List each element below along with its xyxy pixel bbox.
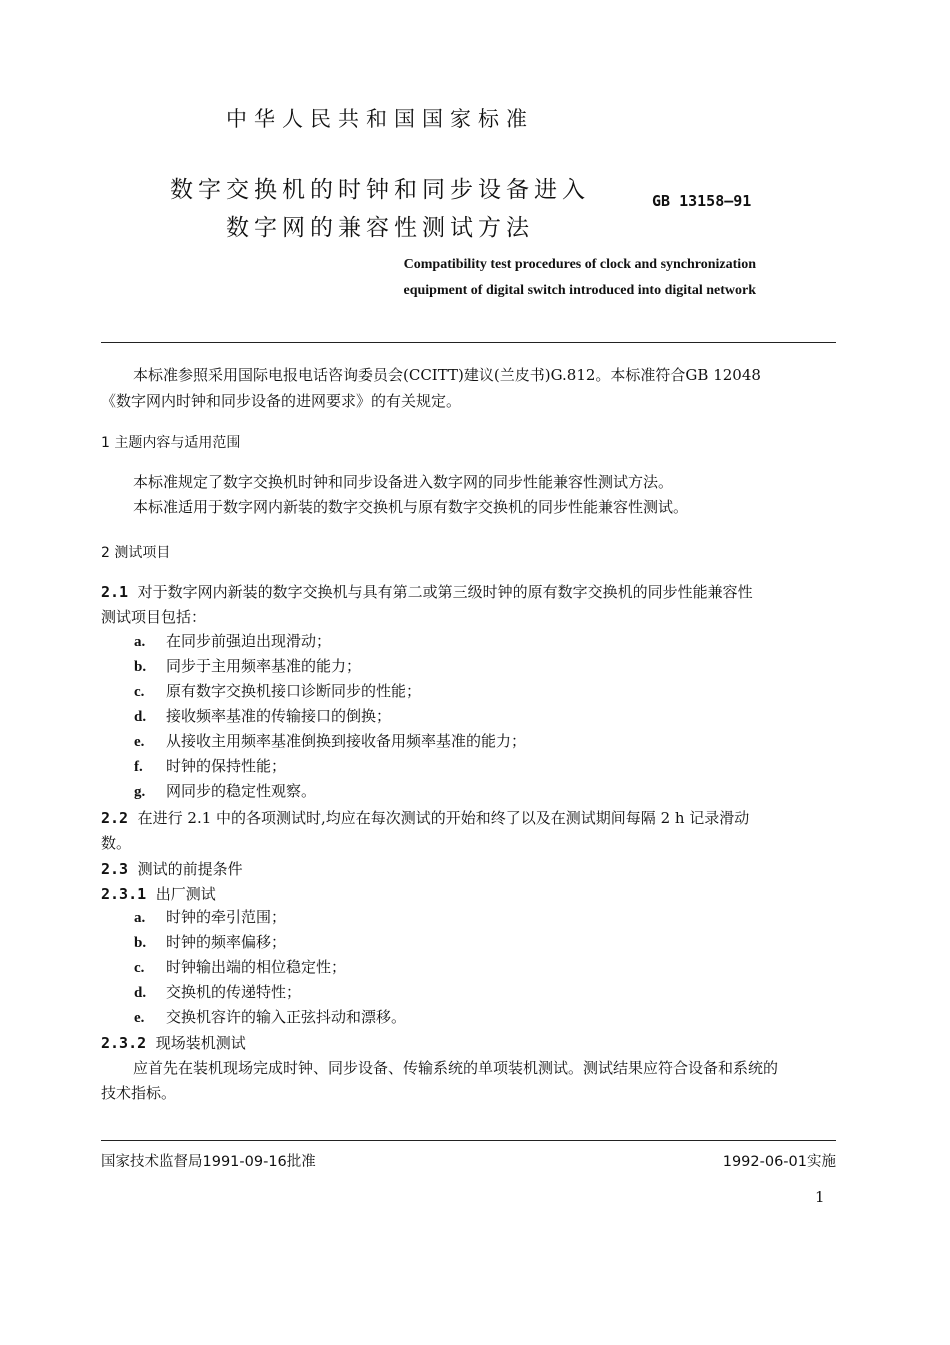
list-item	[134, 931, 286, 952]
list-item-label: f.	[134, 759, 143, 775]
page-number: 1	[815, 1188, 825, 1206]
clause-2-3-1	[101, 882, 216, 906]
list-item-label: d.	[134, 985, 147, 1001]
clause-number: 2.3.2	[101, 1034, 147, 1052]
list-item	[134, 730, 526, 751]
list-item-text: 网同步的稳定性观察。	[166, 782, 317, 800]
effective-date: 1992-06-01实施	[722, 1154, 836, 1170]
list-item-text: 原有数字交换机接口诊断同步的性能；	[166, 682, 422, 700]
list-item-text: 接收频率基准的传输接口的倒换；	[166, 707, 392, 725]
header-divider	[101, 342, 836, 343]
list-item-label: a.	[134, 634, 146, 650]
list-item-label: e.	[134, 734, 145, 750]
section-2-heading: 2 测试项目	[101, 545, 171, 561]
clause-2-3-2	[101, 1031, 246, 1055]
clause-2-3-2-line-2: 技术指标。	[101, 1084, 177, 1102]
clause-2-2-line-1	[101, 806, 749, 830]
list-item	[134, 680, 421, 701]
gb-number: GB 13158—91	[652, 192, 752, 210]
clause-number: 2.3.1	[101, 885, 147, 903]
section-1-heading: 1 主题内容与适用范围	[101, 435, 241, 451]
list-item-text: 时钟的频率偏移；	[166, 933, 287, 951]
list-item-label: b.	[134, 935, 147, 951]
list-item-text: 从接收主用频率基准倒换到接收备用频率基准的能力；	[166, 732, 527, 750]
section-1-paragraph-1: 本标准规定了数字交换机时钟和同步设备进入数字网的同步性能兼容性测试方法。	[133, 473, 674, 491]
clause-number: 2.1	[101, 583, 129, 601]
national-standard-heading: 中华人民共和国国家标准	[226, 107, 534, 131]
list-item	[134, 755, 286, 776]
list-item-text: 时钟输出端的相位稳定性；	[166, 958, 347, 976]
list-item-text: 时钟的牵引范围；	[166, 908, 287, 926]
footer-divider	[101, 1140, 836, 1141]
list-item-text: 时钟的保持性能；	[166, 757, 287, 775]
list-item-label: g.	[134, 784, 146, 800]
intro-line-2: 《数字网内时钟和同步设备的进网要求》的有关规定。	[101, 392, 462, 410]
clause-text: 出厂测试	[155, 885, 216, 903]
list-item-label: c.	[134, 960, 145, 976]
list-item	[134, 981, 301, 1002]
list-item-text: 同步于主用频率基准的能力；	[166, 657, 362, 675]
clause-2-3	[101, 857, 243, 881]
list-item	[134, 705, 391, 726]
list-item	[134, 630, 331, 651]
list-item-label: d.	[134, 709, 147, 725]
list-item-label: a.	[134, 910, 146, 926]
approval-date: 国家技术监督局1991-09-16批准	[101, 1154, 316, 1170]
list-item-label: c.	[134, 684, 145, 700]
list-item	[134, 780, 316, 801]
clause-2-3-2-line-1: 应首先在装机现场完成时钟、同步设备、传输系统的单项装机测试。测试结果应符合设备和系统的	[133, 1059, 779, 1077]
clause-text: 测试的前提条件	[137, 860, 243, 878]
clause-text: 对于数字网内新装的数字交换机与具有第二或第三级时钟的原有数字交换机的同步性能兼容性	[137, 583, 753, 601]
clause-text: 在进行 2.1 中的各项测试时,均应在每次测试的开始和终了以及在测试期间每隔 2 h 记录滑动	[137, 809, 750, 827]
english-title-line-1: Compatibility test procedures of clock and synchronization	[403, 257, 756, 272]
list-item	[134, 1006, 406, 1027]
title-line-1: 数字交换机的时钟和同步设备进入	[170, 177, 590, 203]
english-title-line-2: equipment of digital switch introduced into digital network	[403, 283, 756, 298]
clause-2-1-line-1	[101, 580, 753, 604]
list-item-label: b.	[134, 659, 147, 675]
clause-2-1-line-2: 测试项目包括：	[101, 608, 207, 626]
intro-line-1: 本标准参照采用国际电报电话咨询委员会(CCITT)建议(兰皮书)G.812。本标准符合GB 12048	[133, 366, 761, 384]
clause-number: 2.2	[101, 809, 129, 827]
clause-2-2-line-2: 数。	[101, 834, 132, 852]
list-item	[134, 906, 286, 927]
title-line-2: 数字网的兼容性测试方法	[226, 215, 534, 241]
clause-number: 2.3	[101, 860, 129, 878]
list-item-label: e.	[134, 1010, 145, 1026]
list-item	[134, 655, 361, 676]
list-item-text: 在同步前强迫出现滑动；	[166, 632, 332, 650]
list-item	[134, 956, 346, 977]
list-item-text: 交换机的传递特性；	[166, 983, 302, 1001]
section-1-paragraph-2: 本标准适用于数字网内新装的数字交换机与原有数字交换机的同步性能兼容性测试。	[133, 498, 689, 516]
clause-text: 现场装机测试	[155, 1034, 246, 1052]
list-item-text: 交换机容许的输入正弦抖动和漂移。	[166, 1008, 407, 1026]
